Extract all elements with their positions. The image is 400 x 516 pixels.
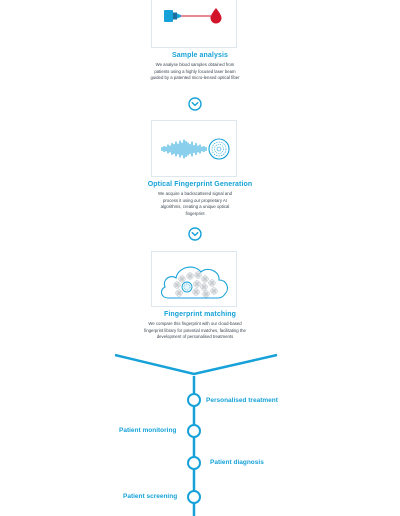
fingerprint-mini-icon <box>180 277 184 281</box>
fingerprint-mini-icon <box>204 278 206 280</box>
fingerprint-mini-icon <box>211 282 213 284</box>
step-description: We compare this fingerprint with our cloud-based fingerprint library for potential matches, facilitating the development of personalised treatments <box>144 321 246 340</box>
fingerprint-mini-icon <box>189 275 191 277</box>
chevron-down-circle-icon[interactable] <box>188 97 202 111</box>
timeline <box>0 376 400 516</box>
fingerprint-mini-icon <box>205 293 207 295</box>
fingerprint-mini-icon <box>194 290 198 294</box>
fingerprint-mini-icon <box>210 281 214 285</box>
step-description: We analyse blood samples obtained from patients using a highly focused laser beam guided by a patented micro-lensed optical fiber <box>150 62 240 81</box>
fingerprint-generation-card <box>151 120 237 177</box>
waveform-fingerprint-icon <box>152 121 238 178</box>
fingerprint-mini-icon <box>175 283 179 287</box>
step-title: Sample analysis <box>172 52 228 59</box>
fingerprint-mini-icon <box>181 278 183 280</box>
fingerprint-mini-icon <box>195 282 199 286</box>
timeline-node <box>188 491 200 503</box>
timeline-label-patient-monitoring: Patient monitoring <box>119 427 177 434</box>
laser-fiber-blood-drop-icon <box>152 0 238 49</box>
fingerprint-mini-icon <box>177 291 181 295</box>
timeline-label-personalised-treatment: Personalised treatment <box>206 397 278 404</box>
fingerprint-mini-icon <box>176 284 178 286</box>
fingerprint-mini-icon <box>203 286 205 288</box>
timeline-node <box>188 394 200 406</box>
step-title: Fingerprint matching <box>164 311 236 318</box>
fingerprint-mini-icon <box>203 277 207 281</box>
timeline-label-patient-screening: Patient screening <box>123 493 178 500</box>
fingerprint-mini-icon <box>202 285 206 289</box>
fingerprint-mini-icon <box>196 273 200 277</box>
fingerprint-mini-icon <box>195 291 197 293</box>
timeline-label-patient-diagnosis: Patient diagnosis <box>210 459 264 466</box>
fingerprint-mini-icon <box>204 292 208 296</box>
chevron-down-circle-icon[interactable] <box>188 227 202 241</box>
fingerprint-mini-icon <box>178 292 180 294</box>
fingerprint-mini-icon <box>196 283 198 285</box>
fingerprint-mini-icon <box>212 289 216 293</box>
step-description: We acquire a backscattered signal and process it using our proprietary AI algorithms, creating a unique optical fingerprint <box>158 191 232 216</box>
step-title: Optical Fingerprint Generation <box>147 181 253 188</box>
fingerprint-mini-icon <box>188 274 192 278</box>
sample-analysis-card <box>151 0 237 48</box>
fingerprint-mini-icon <box>213 290 215 292</box>
fingerprint-matching-card <box>151 251 237 307</box>
cloud-fingerprint-library-icon <box>152 252 238 308</box>
timeline-node <box>188 457 200 469</box>
timeline-node <box>188 425 200 437</box>
fingerprint-mini-icon <box>197 274 199 276</box>
